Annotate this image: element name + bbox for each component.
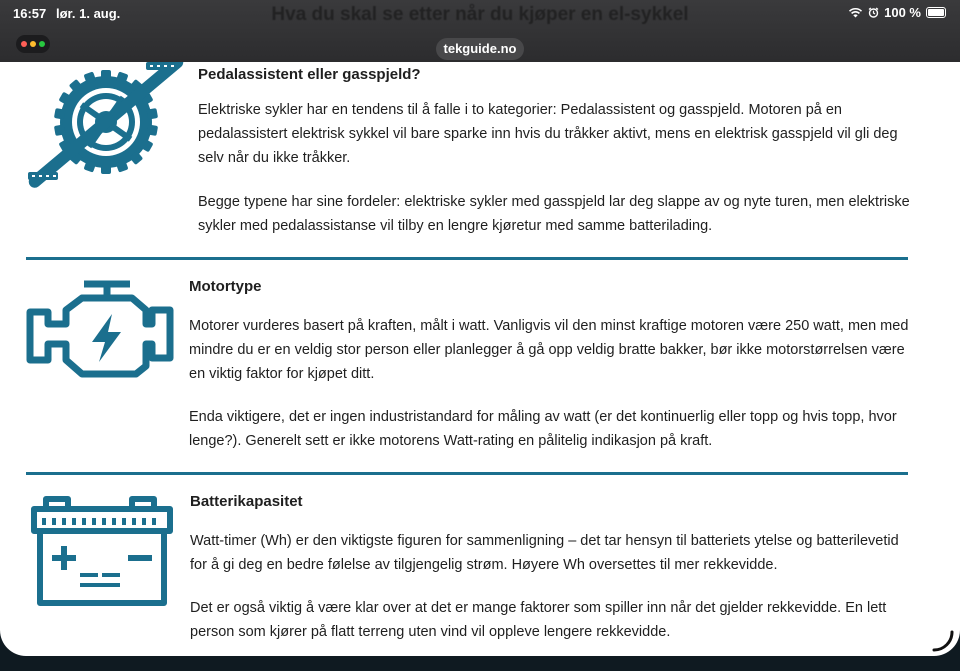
section-text xyxy=(190,475,910,644)
yellow-dot-icon xyxy=(30,41,36,47)
scrolled-page-title: Hva du skal se etter når du kjøper en el-sykkel xyxy=(271,4,689,25)
tab-overview-button[interactable] xyxy=(16,35,50,53)
section-paragraph: Begge typene har sine fordeler: elektriske sykler med gasspjeld lar deg slappe av og nyte turen, men elektriske sykler med pedalassistanse vil tilby en lengre kjøretur med samme batterilading. xyxy=(198,194,910,234)
section-paragraph: Watt-timer (Wh) er den viktigste figuren for sammenligning – det tar hensyn til batteriets ytelse og batterilevetid for å gi deg en bedre følelse av tilgjengelig strøm. Høyere Wh oversettes til mer rekkevidde. xyxy=(190,533,899,573)
alarm-icon xyxy=(868,7,879,18)
address-bar[interactable]: tekguide.no xyxy=(436,38,524,60)
status-indicators xyxy=(848,5,946,20)
section-paragraph: Det er også viktig å være klar over at det er mange faktorer som spiller inn når det gjelder rekkevidde. En lett person som kjører på flatt terreng uten vind vil oppleve lengere rekkevidde. xyxy=(190,600,887,640)
green-dot-icon xyxy=(39,41,45,47)
resize-handle-icon[interactable] xyxy=(932,630,954,652)
section-paragraph: Elektriske sykler har en tendens til å falle i to kategorier: Pedalassistent og gasspjeld. Motoren på en pedalassistert elektrisk sykkel vil bare sparke inn hvis du tråkker aktivt, mens en elektrisk gasspjeld vil gli deg selv når du ikke tråkker. xyxy=(198,102,898,166)
section-heading: Motortype xyxy=(189,278,262,295)
section-heading: Pedalassistent eller gasspjeld? xyxy=(198,66,421,83)
section-paragraph: Motorer vurderes basert på kraften, målt i watt. Vanligvis vil den minst kraftige motoren være 250 watt, men med mindre du er en veldig stor person eller planlegger å gå opp veldig bratte bakker, bør ikke motorstørrelsen være en viktig faktor for kjøpet ditt. xyxy=(189,318,909,382)
red-dot-icon xyxy=(21,41,27,47)
status-time: 16:57 xyxy=(13,6,47,21)
status-date: lør. 1. aug. xyxy=(56,6,121,21)
web-page xyxy=(0,62,960,656)
battery-icon xyxy=(926,7,946,18)
section-motor-type xyxy=(0,260,960,472)
section-text xyxy=(189,260,911,453)
status-bar xyxy=(0,0,960,62)
battery-percent: 100 % xyxy=(884,5,921,20)
bike-crank-icon xyxy=(24,62,184,188)
engine-icon xyxy=(26,280,174,380)
section-text xyxy=(198,62,910,238)
wifi-icon xyxy=(848,7,863,18)
section-heading: Batterikapasitet xyxy=(190,493,303,510)
section-paragraph: Enda viktigere, det er ingen industristandard for måling av watt (er det kontinuerlig eller topp og hvis topp, hvor lenge?). Generelt sett er ikke motorens Watt-rating en pålitelig indikasjon på kraft. xyxy=(189,409,897,449)
section-pedal-assist xyxy=(0,62,960,257)
battery-icon xyxy=(30,495,176,609)
section-battery-capacity xyxy=(0,475,960,656)
